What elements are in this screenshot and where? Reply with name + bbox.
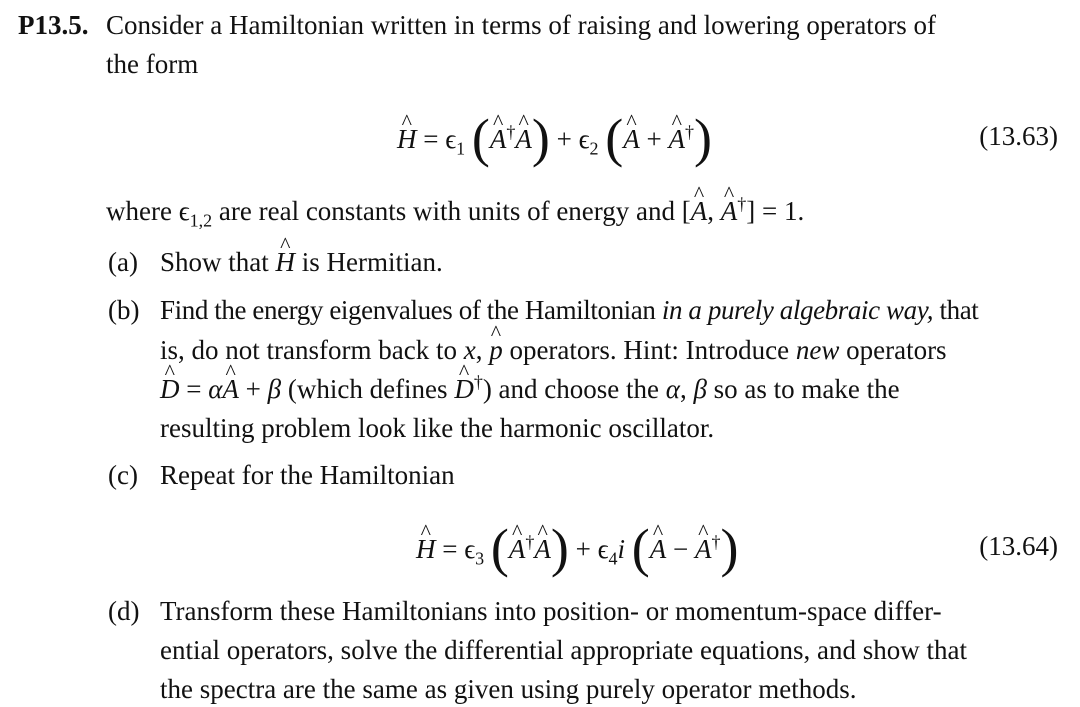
- part-c-label: (c): [108, 460, 138, 490]
- part-b-line-3: ^ D = α^ A + β (which defines ^ D†) and choose the α, β so as to make the: [160, 376, 900, 403]
- hamiltonian-symbol: ^ H: [397, 126, 417, 153]
- part-b-line-4: resulting problem look like the harmonic oscillator.: [160, 413, 715, 443]
- part-b-line-1: Find the energy eigenvalues of the Hamiltonian in a purely algebraic way, that: [160, 295, 979, 325]
- problem-number: P13.5.: [18, 10, 89, 40]
- part-d-line-3: the spectra are the same as given using purely operator methods.: [160, 674, 857, 704]
- part-b-label: (b): [108, 295, 140, 325]
- equation-number-13-63: (13.63): [979, 121, 1058, 151]
- part-a-text: Show that ^ H is Hermitian.: [160, 249, 443, 276]
- equation-13-63: ^ $H = \epsilon_1$ (^ A†^ $A) + \epsilon_2$ (^ A + ^ A†): [397, 111, 712, 165]
- part-d-line-1: Transform these Hamiltonians into position- or momentum-space differ-: [160, 596, 942, 626]
- part-d-line-2: ential operators, solve the differential appropriate equations, and show that: [160, 635, 967, 665]
- equation-number-13-64: (13.64): [979, 531, 1058, 561]
- part-b-line-2: is, do not transform back to x, ^ p operators. Hint: Introduce new operators: [160, 337, 947, 364]
- part-d-label: (d): [108, 596, 140, 626]
- problem-intro-line-2: the form: [106, 49, 199, 79]
- part-a-label: (a): [108, 247, 138, 277]
- equation-13-64: ^ $H = \epsilon_3$ (^ A†^ $A) + \epsilon_4i$ (^ A − ^ A†): [416, 521, 739, 575]
- constants-description: where $\epsilon_{1,2}$ are real constants with units of energy and [^ A, ^ A†] = 1.: [106, 198, 804, 225]
- part-c-text: Repeat for the Hamiltonian: [160, 460, 455, 490]
- problem-intro-line-1: Consider a Hamiltonian written in terms of raising and lowering operators of: [106, 10, 937, 40]
